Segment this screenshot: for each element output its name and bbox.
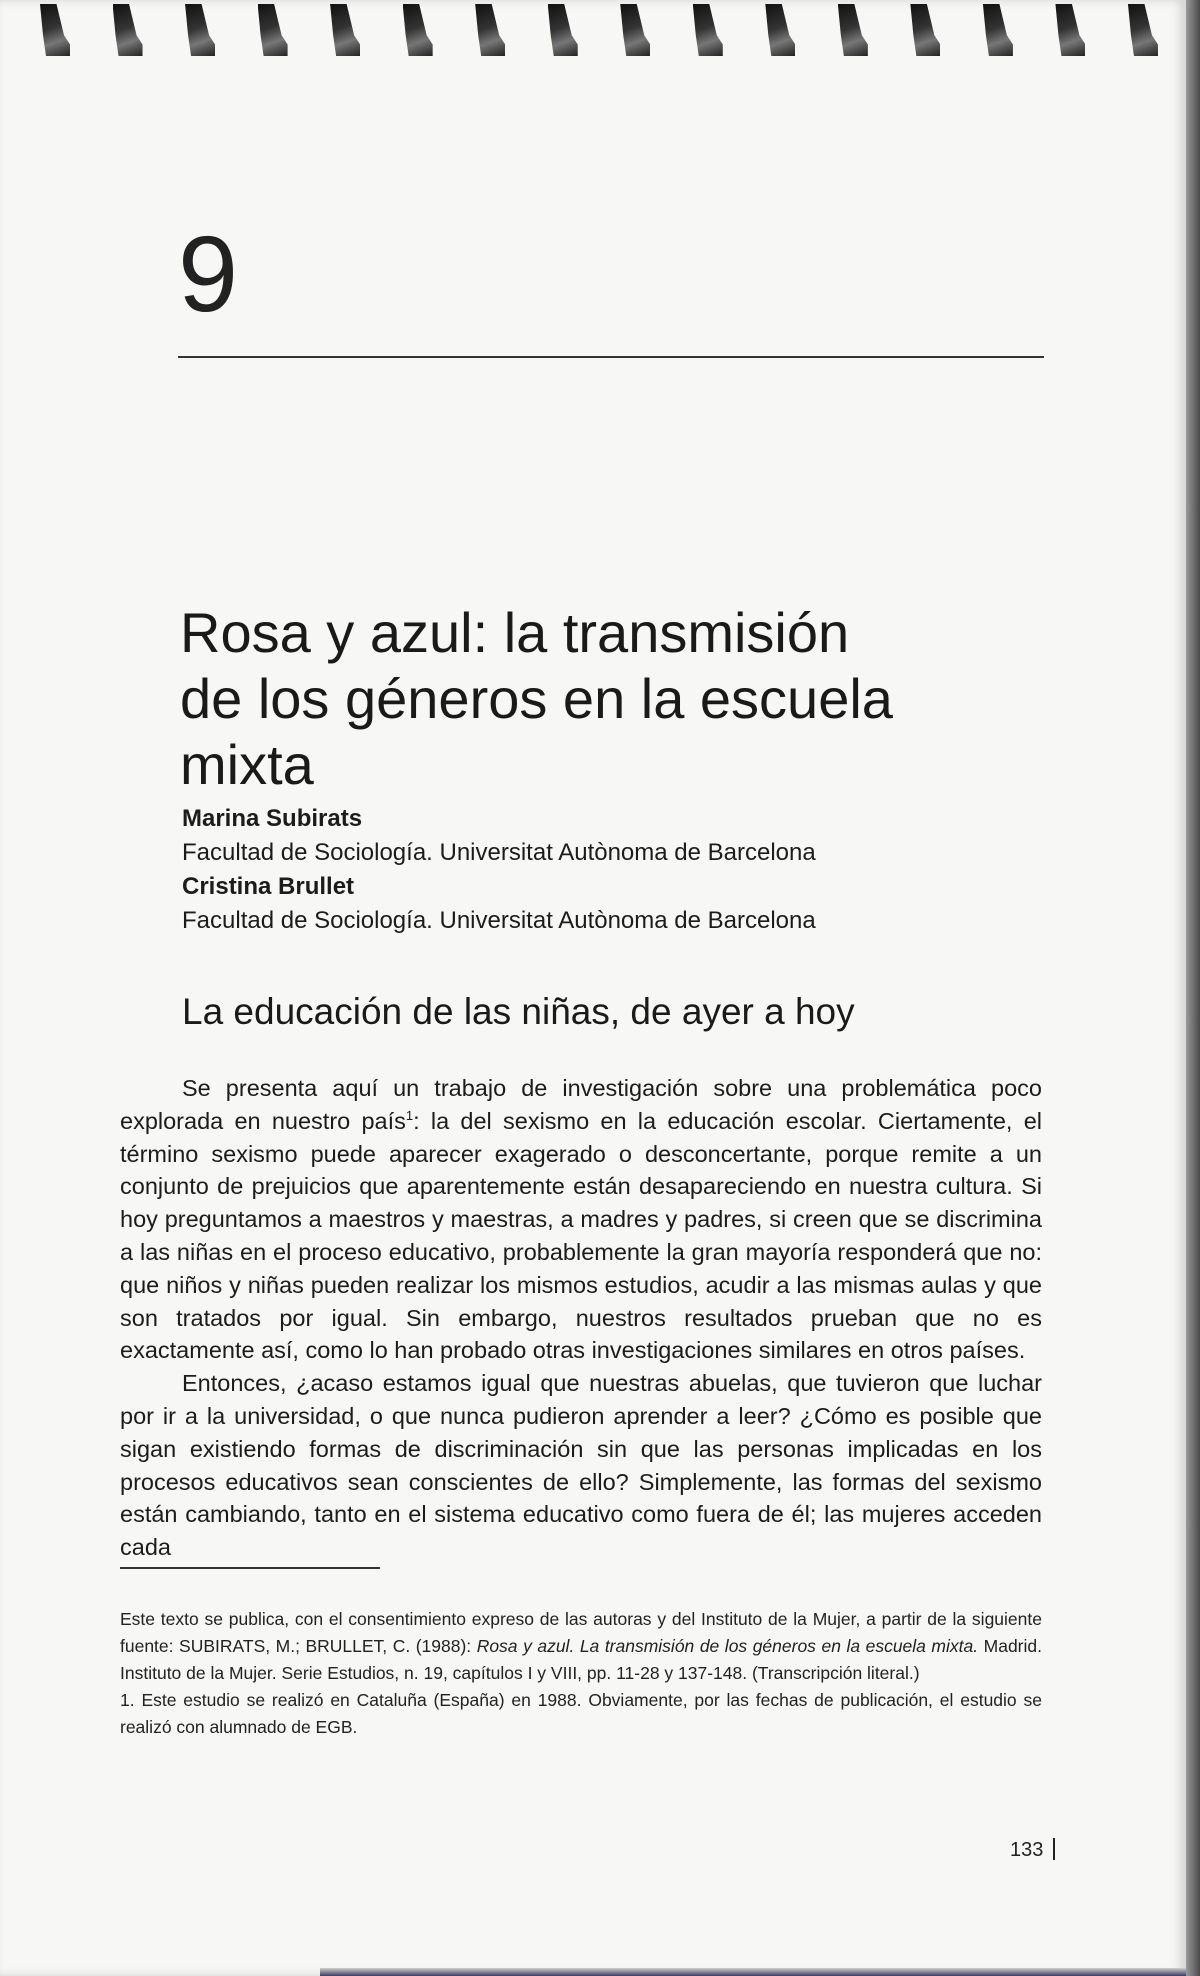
- page-bottom-edge: [320, 1968, 1186, 1976]
- source-note-title: Rosa y azul. La transmisión de los géneros en la escuela mixta.: [476, 1636, 979, 1656]
- binding-ring: [983, 4, 1013, 56]
- binding-ring: [765, 4, 795, 56]
- page-number: 133: [1010, 1838, 1055, 1862]
- source-note-text: Este texto se publica, con el consentimiento expreso de las autoras y del Instituto de la Mujer, a partir de la siguiente fuente: SUBIRATS, M.; BRULLET, C. (1988):: [120, 1609, 1042, 1656]
- binding-ring: [185, 4, 215, 56]
- binding-ring: [838, 4, 868, 56]
- binding-ring: [693, 4, 723, 56]
- source-note: [120, 1606, 1042, 1687]
- chapter-title-line-1: Rosa y azul: la transmisión: [180, 601, 850, 664]
- page-edge-shadow: [1186, 0, 1200, 1976]
- binding-ring: [548, 4, 578, 56]
- footnote-ref: 1: [405, 1107, 414, 1123]
- footnote-rule: [120, 1567, 380, 1569]
- binding-ring: [1055, 4, 1085, 56]
- author-name: Cristina Brullet: [182, 873, 355, 900]
- chapter-rule: [178, 356, 1044, 358]
- chapter-number: 9: [178, 213, 239, 334]
- author-affiliation: Facultad de Sociología. Universitat Autònoma de Barcelona: [182, 907, 816, 934]
- binding-ring: [403, 4, 433, 56]
- author-name: Marina Subirats: [182, 805, 363, 832]
- body-text-run: : la del sexismo en la educación escolar. Ciertamente, el término sexismo puede aparecer exagerado o desconcertante, porque remite a un conjunto de prejuicios que aparentemente están desapareciendo en nuestra cultura. Si hoy preguntamos a maestros y maestras, a madres y padres, si creen que se discrimina a las niñas en el proceso educativo, probablemente la gran mayoría responderá que no: que niños y niñas pueden realizar los mismos estudios, acudir a las mismas aulas y que son tratados por igual. Sin embargo, nuestros resultados prueban que no es exactamente así, como lo han probado otras investigaciones similares en otros países.: [120, 1107, 1042, 1364]
- spiral-binding: [0, 0, 1186, 64]
- author-affiliation: Facultad de Sociología. Universitat Autònoma de Barcelona: [182, 839, 816, 866]
- binding-ring: [475, 4, 505, 56]
- binding-ring: [1128, 4, 1158, 56]
- footnotes: [120, 1606, 1042, 1741]
- chapter-title-line-2: de los géneros en la escuela mixta: [180, 667, 893, 796]
- binding-ring: [113, 4, 143, 56]
- section-heading: La educación de las niñas, de ayer a hoy: [182, 991, 855, 1032]
- author-block: [182, 802, 1042, 938]
- footnote-1: 1. Este estudio se realizó en Cataluña (España) en 1988. Obviamente, por las fechas de publicación, el estudio se realizó con alumnado de EGB.: [120, 1690, 1042, 1737]
- binding-ring: [258, 4, 288, 56]
- binding-ring: [40, 4, 70, 56]
- source-note-text: Madrid. Instituto de la Mujer. Serie Estudios, n. 19, capítulos I y VIII, pp. 11-28 y 137-148. (Transcripción literal.): [120, 1636, 1042, 1683]
- chapter-title: [180, 600, 1040, 798]
- binding-ring: [910, 4, 940, 56]
- body-paragraph: Entonces, ¿acaso estamos igual que nuestras abuelas, que tuvieron que luchar por ir a la universidad, o que nunca pudieron aprender a leer? ¿Cómo es posible que sigan existiendo formas de discriminación sin que las personas implicadas en los procesos educativos sean conscientes de ello? Simplemente, las formas del sexismo están cambiando, tanto en el sistema educativo como fuera de él; las mujeres acceden cada: [120, 1370, 1042, 1561]
- body-text: [120, 1072, 1042, 1564]
- body-paragraph: [120, 1072, 1042, 1367]
- binding-ring: [330, 4, 360, 56]
- body-text-run: Se presenta aquí un trabajo de investigación sobre una problemática poco explorada en nuestro país: [120, 1075, 1042, 1134]
- binding-ring: [620, 4, 650, 56]
